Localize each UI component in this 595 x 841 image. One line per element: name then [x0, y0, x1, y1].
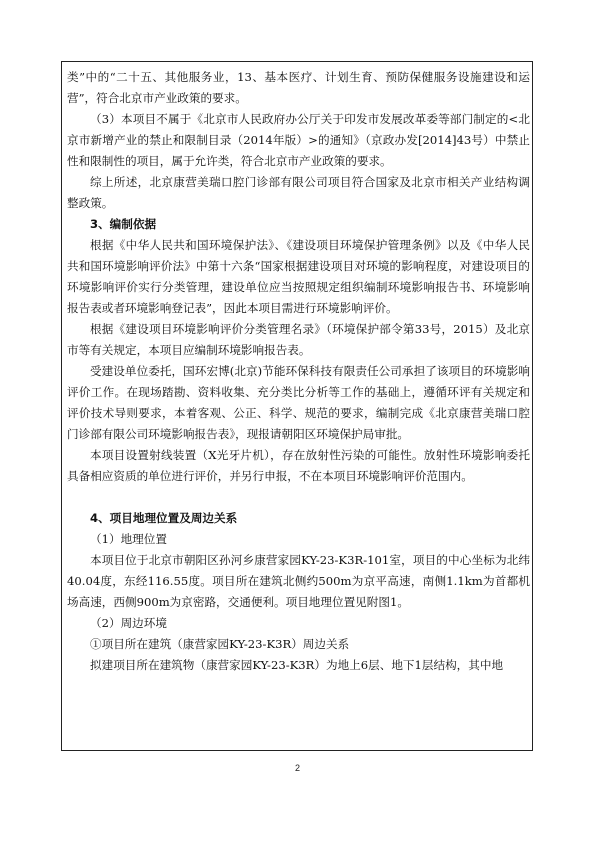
document-body — [67, 67, 530, 676]
subheading-building-relations: ①项目所在建筑（康营家园KY-23-K3R）周边关系 — [90, 637, 350, 651]
paragraph-summary: 综上所述，北京康营美瑞口腔门诊部有限公司项目符合国家及北京市相关产业结构调整政策。 — [67, 175, 530, 210]
paragraph-beijing-restriction: （3）本项目不属于《北京市人民政府办公厅关于印发市发展改革委等部门制定的<北京市新增产业的禁止和限制目录（2014年版）>的通知》（京政办发[2014]43号）中禁止性和限制性的项目，属于允许类，符合北京市产业政策的要求。 — [67, 112, 530, 168]
paragraph-legal-basis: 根据《中华人民共和国环境保护法》、《建设项目环境保护管理条例》以及《中华人民共和国环境影响评价法》中第十六条“国家根据建设项目对环境的影响程度，对建设项目的环境影响评价实行分类管理，建设单位应当按照规定组织编制环境影响报告书、环境影响报告表或者环境影响登记表”，因此本项目需进行环境影响评价。 — [67, 238, 530, 315]
paragraph-commission: 受建设单位委托，国环宏博(北京)节能环保科技有限责任公司承担了该项目的环境影响评价工作。在现场踏勘、资料收集、充分类比分析等工作的基础上，遵循环评有关规定和评价技术导则要求，本着客观、公正、科学、规范的要求，编制完成《北京康营美瑞口腔门诊部有限公司环境影响报告表》，现报请朝阳区环境保护局审批。 — [67, 364, 530, 441]
paragraph-geo-location: 本项目位于北京市朝阳区孙河乡康营家园KY-23-K3R-101室，项目的中心坐标为北纬40.04度，东经116.55度。项目所在建筑北侧约500m为京平高速，南侧1.1km为首都机场高速，西侧900m为京密路，交通便利。项目地理位置见附图1。 — [67, 553, 530, 609]
paragraph-classification: 根据《建设项目环境影响评价分类管理名录》（环境保护部令第33号，2015）及北京市等有关规定，本项目应编制环境影响报告表。 — [67, 322, 530, 357]
heading-basis: 3、编制依据 — [90, 217, 157, 231]
paragraph-building: 拟建项目所在建筑物（康营家园KY-23-K3R）为地上6层、地下1层结构，其中地 — [90, 658, 504, 672]
subheading-surroundings: （2）周边环境 — [90, 616, 167, 630]
spacer — [67, 487, 530, 508]
page-number: 2 — [294, 763, 300, 773]
heading-location: 4、项目地理位置及周边关系 — [90, 511, 238, 525]
subheading-geo-location: （1）地理位置 — [90, 532, 167, 546]
paragraph-industry-policy-cont: 类”中的“二十五、其他服务业，13、基本医疗、计划生育、预防保健服务设施建设和运营”，符合北京市产业政策的要求。 — [67, 70, 530, 105]
paragraph-radiation: 本项目设置射线装置（X光牙片机），存在放射性污染的可能性。放射性环境影响委托具备相应资质的单位进行评价，并另行申报，不在本项目环境影响评价范围内。 — [67, 448, 530, 483]
